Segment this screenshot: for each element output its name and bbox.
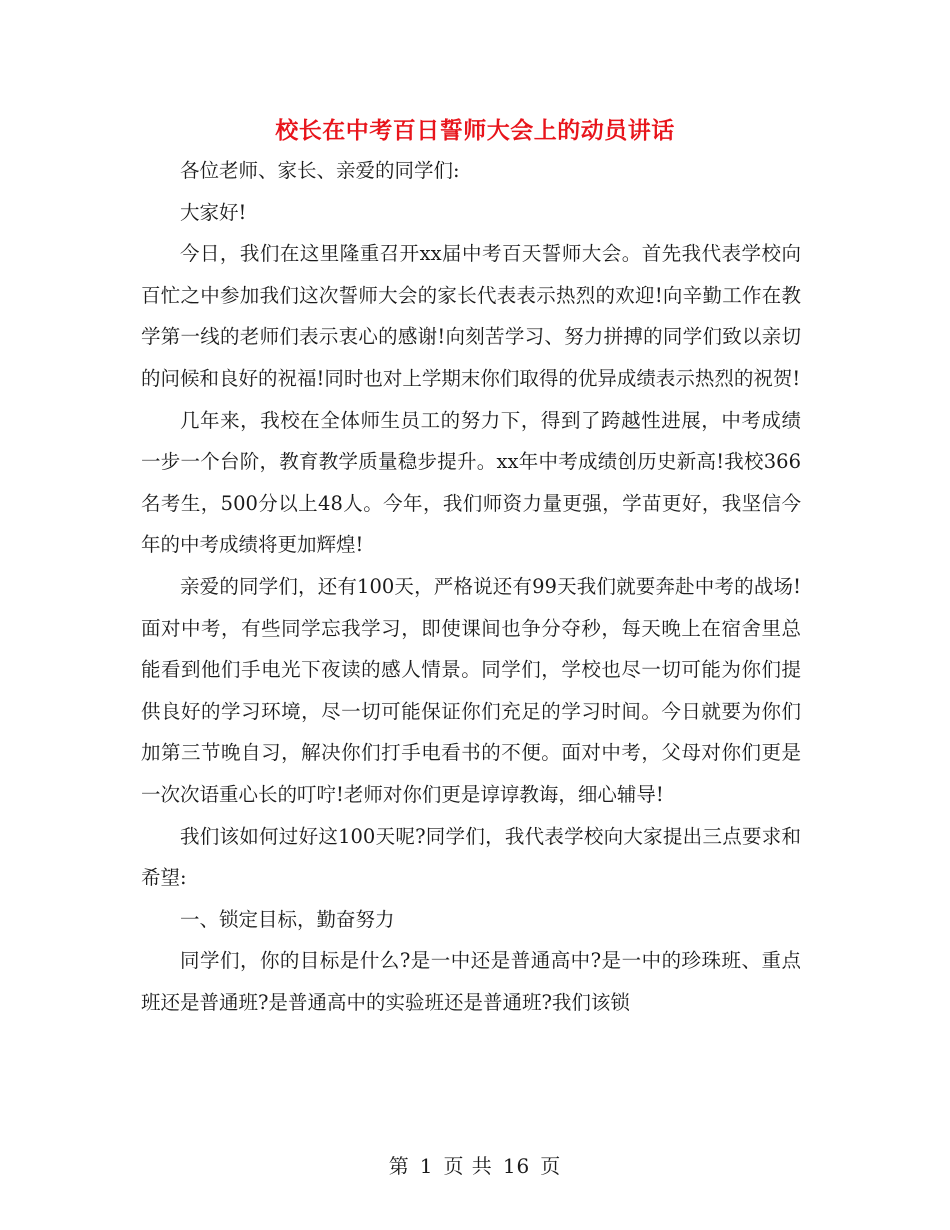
paragraph: 亲爱的同学们，还有100天，严格说还有99天我们就要奔赴中考的战场!面对中考，有些同学忘我学习，即使课间也争分夺秒，每天晚上在宿舍里总能看到他们手电光下夜读的感人情景。同学们，学校也尽一切可能为你们提供良好的学习环境，尽一切可能保证你们充足的学习时间。今日就要为你们加第三节晚自习，解决你们打手电看书的不便。面对中考，父母对你们更是一次次语重心长的叮咛!老师对你们更是谆谆教诲，细心辅导! — [141, 574, 801, 806]
paragraph: 几年来，我校在全体师生员工的努力下，得到了跨越性进展，中考成绩一步一个台阶，教育教学质量稳步提升。xx年中考成绩创历史新高!我校366名考生，500分以上48人。今年，我们师资力量更强，学苗更好，我坚信今年的中考成绩将更加辉煌! — [141, 408, 801, 557]
section-heading: 一、锁定目标，勤奋努力 — [180, 907, 395, 931]
paragraph: 今日，我们在这里隆重召开xx届中考百天誓师大会。首先我代表学校向百忙之中参加我们这次誓师大会的家长代表表示热烈的欢迎!向辛勤工作在教学第一线的老师们表示衷心的感谢!向刻苦学习、努力拼搏的同学们致以亲切的问候和良好的祝福!同时也对上学期末你们取得的优异成绩表示热烈的祝贺! — [141, 242, 801, 390]
footer-suffix: 页 — [540, 1154, 562, 1178]
paragraph-greeting: 大家好! — [180, 200, 247, 224]
footer-current-page: 1 — [419, 1154, 434, 1178]
document-title: 校长在中考百日誓师大会上的动员讲话 — [275, 117, 675, 144]
paragraph-salutation: 各位老师、家长、亲爱的同学们: — [180, 159, 460, 182]
document-body — [141, 150, 801, 1023]
footer-total-pages: 16 — [502, 1154, 531, 1178]
footer-middle: 页 共 — [443, 1154, 493, 1178]
paragraph: 同学们，你的目标是什么?是一中还是普通高中?是一中的珍珠班、重点班还是普通班?是普通高中的实验班还是普通班?我们该锁 — [141, 949, 801, 1014]
page-footer — [0, 1150, 950, 1179]
footer-prefix: 第 — [388, 1154, 410, 1178]
paragraph: 我们该如何过好这100天呢?同学们，我代表学校向大家提出三点要求和希望: — [141, 824, 801, 890]
